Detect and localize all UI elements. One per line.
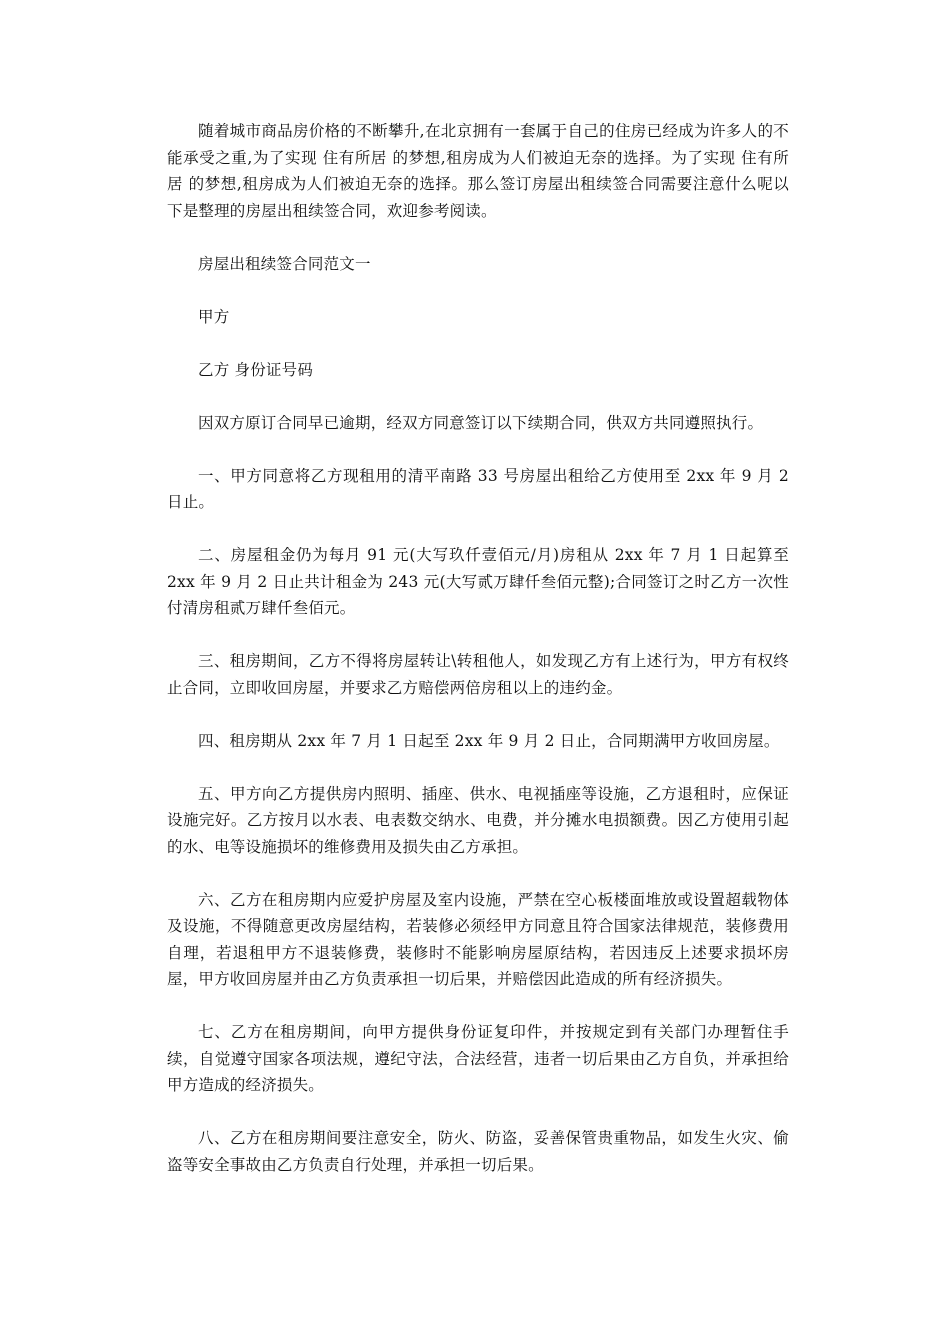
clause-7: 七、乙方在租房期间，向甲方提供身份证复印件，并按规定到有关部门办理暂住手续，自觉遵守国家各项法规，遵纪守法，合法经营，违者一切后果由乙方自负，并承担给甲方造成的经济损失。 (167, 1023, 789, 1094)
intro-paragraph: 随着城市商品房价格的不断攀升,在北京拥有一套属于自己的住房已经成为许多人的不能承受之重,为了实现 住有所居 的梦想,租房成为人们被迫无奈的选择。为了实现 住有所居 的梦想,租房成为人们被迫无奈的选择。那么签订房屋出租续签合同需要注意什么呢以下是整理的房屋出租续签合同，欢迎参考阅读。 (167, 122, 789, 220)
clause-6: 六、乙方在租房期内应爱护房屋及室内设施，严禁在空心板楼面堆放或设置超载物体及设施，不得随意更改房屋结构，若装修必须经甲方同意且符合国家法律规范，装修费用自理，若退租甲方不退装修费，装修时不能影响房屋原结构，若因违反上述要求损坏房屋，甲方收回房屋并由乙方负责承担一切后果，并赔偿因此造成的所有经济损失。 (167, 890, 789, 988)
preamble-paragraph: 因双方原订合同早已逾期，经双方同意签订以下续期合同，供双方共同遵照执行。 (198, 413, 764, 432)
clause-1: 一、甲方同意将乙方现租用的清平南路 33 号房屋出租给乙方使用至 2xx 年 9 月 2 日止。 (167, 466, 789, 511)
clause-4: 四、租房期从 2xx 年 7 月 1 日起至 2xx 年 9 月 2 日止，合同期满甲方收回房屋。 (198, 731, 780, 750)
party-a-line: 甲方 (198, 307, 230, 326)
clause-5: 五、甲方向乙方提供房内照明、插座、供水、电视插座等设施，乙方退租时，应保证设施完好。乙方按月以水表、电表数交纳水、电费，并分摊水电损额费。因乙方使用引起的水、电等设施损坏的维修费用及损失由乙方承担。 (167, 784, 789, 856)
clause-8: 八、乙方在租房期间要注意安全，防火、防盗，妥善保管贵重物品，如发生火灾、偷盗等安全事故由乙方负责自行处理，并承担一切后果。 (167, 1129, 789, 1174)
contract-title: 房屋出租续签合同范文一 (198, 254, 371, 273)
document-body (167, 118, 789, 1205)
clause-2: 二、房屋租金仍为每月 91 元(大写玖仟壹佰元/月)房租从 2xx 年 7 月 1 日起算至 2xx 年 9 月 2 日止共计租金为 243 元(大写贰万肆仟叁佰元整);合同签订之时乙方一次性付清房租贰万肆仟叁佰元。 (167, 546, 789, 617)
clause-3: 三、租房期间，乙方不得将房屋转让\转租他人，如发现乙方有上述行为，甲方有权终止合同，立即收回房屋，并要求乙方赔偿两倍房租以上的违约金。 (167, 652, 789, 697)
party-b-line: 乙方 身份证号码 (198, 360, 314, 379)
